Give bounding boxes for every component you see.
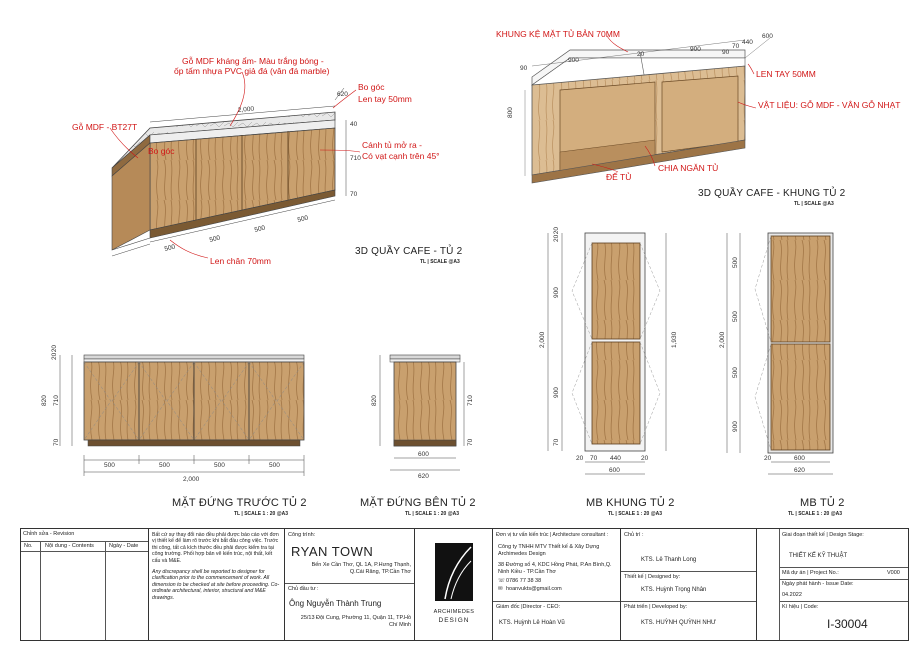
consultant-label: Đơn vị tư vấn kiến trúc | Architecture consultant :: [496, 532, 609, 538]
callout-vat-lieu: VẬT LIỆU: GỖ MDF - VÂN GỖ NHẠT: [758, 100, 901, 110]
owner-address: 25/13 Đội Cung, Phường 11, Quận 11, TP.Hồ Chí Minh: [300, 615, 411, 628]
view-title-mb-frame: MB KHUNG TỦ 2: [586, 497, 675, 509]
dim-text: 500: [732, 311, 739, 322]
director-name: KTS. Huỳnh Lê Hoàn Vũ: [499, 620, 565, 626]
project-panel: [285, 529, 415, 640]
dim-text: 500: [269, 462, 280, 469]
dim-text: 900: [568, 57, 579, 64]
view-title-3d-cabinet: 3D QUẦY CAFE - TỦ 2: [355, 246, 463, 257]
dim-text: 70: [53, 438, 60, 446]
designer-label: Thiết kế | Designed by:: [624, 574, 681, 580]
stage-label: Giai đoạn thiết kế | Design Stage:: [782, 532, 864, 538]
callout-len-tay-frame: LEN TAY 50MM: [756, 69, 816, 79]
project-name: RYAN TOWN: [291, 544, 374, 559]
revision-label: Chỉnh sửa - Revision: [23, 531, 75, 537]
dim-text: 600: [794, 455, 805, 462]
view-title-side: MẶT ĐỨNG BÊN TỦ 2: [360, 497, 476, 509]
callout-canh-tu-1: Cánh tủ mở ra -: [362, 140, 422, 150]
dim-text: 500: [732, 367, 739, 378]
chutri-name: KTS. Lê Thanh Long: [641, 557, 697, 563]
dim-text: 500: [214, 462, 225, 469]
dim-text: 820: [41, 395, 48, 406]
dim-text: 90: [520, 65, 528, 72]
code-label: Kí hiệu | Code:: [782, 604, 819, 610]
dim-text: 20: [641, 455, 649, 462]
revision-col-no: No.: [24, 543, 33, 549]
dim-text: 70: [590, 455, 598, 462]
dim-text: 900: [553, 287, 560, 298]
dim-text: 440: [742, 39, 753, 46]
dim-text: 820: [371, 395, 378, 406]
callout-len-tay: Len tay 50mm: [358, 94, 412, 104]
dim-text: 900: [553, 387, 560, 398]
dim-text: 70: [732, 43, 740, 50]
people-panel: [621, 529, 757, 640]
dim-text: 20: [576, 455, 584, 462]
callout-len-chan: Len chân 70mm: [210, 256, 271, 266]
dim-text: 90: [722, 49, 730, 56]
stage-panel: [757, 529, 908, 640]
dim-text: 500: [208, 234, 222, 244]
callout-canh-tu-2: Có vạt cạnh trên 45°: [362, 151, 440, 161]
plan-cabinet: [727, 233, 833, 474]
chutri-label: Chủ trì :: [624, 532, 644, 538]
dim-text: 500: [104, 462, 115, 469]
title-block: [20, 528, 909, 641]
callout-go-mdf-bt27t: Gỗ MDF - BT27T: [72, 122, 138, 132]
revision-panel: [21, 529, 149, 640]
developer-name: KTS. HUỲNH QUỲNH NHƯ: [641, 620, 717, 626]
callout-bo-goc-left: Bo góc: [148, 146, 175, 156]
dim-text: 1,930: [671, 331, 678, 348]
consultant-phone: 0786 77 38 38: [506, 578, 542, 584]
phone-icon: ☏: [498, 578, 505, 584]
dim-text: 710: [350, 155, 361, 162]
dim-text: 40: [350, 121, 358, 128]
dim-text: 620: [418, 473, 429, 480]
notes-panel: [149, 529, 285, 640]
callout-chia-ngan: CHIA NGĂN TỦ: [658, 163, 719, 173]
dim-text: 500: [296, 214, 310, 224]
consultant-email: hoanvukts@gmail.com: [506, 586, 562, 592]
dim-text: 800: [507, 107, 514, 118]
stage-value: THIẾT KẾ KỸ THUẬT: [789, 553, 848, 559]
callout-bo-goc-right: Bo góc: [358, 82, 385, 92]
developer-label: Phát triển | Developed by:: [624, 604, 688, 610]
project-address: Bến Xe Cần Thơ, QL 1A, P.Hưng Thạnh, Q.Cái Răng, TP.Cần Thơ: [311, 562, 411, 575]
owner-name: Ông Nguyễn Thành Trung: [289, 599, 382, 608]
dim-text: 710: [53, 395, 60, 406]
callout-mdf-top-1: Gỗ MDF kháng ẩm- Màu trắng bóng -: [182, 56, 324, 66]
dim-text: 900: [732, 421, 739, 432]
issue-date-label: Ngày phát hành - Issue Date:: [782, 581, 854, 587]
view-title-3d-frame: 3D QUẦY CAFE - KHUNG TỦ 2: [698, 188, 846, 199]
notes-vi: Bất cứ sự thay đổi nào đều phải được báo cáo với đơn vị thiết kế để làm rõ trước khi bắt đầu công việc. Trước thi công, tất cả kích thước đều phải được kiểm tra tại công trường. Phối hợp bản vẽ kiến trúc, nội thất, kết cấu và M&E.: [152, 532, 279, 564]
designer-name: KTS. Huỳnh Trọng Nhân: [641, 587, 707, 593]
iso-frame-3d: [525, 38, 770, 183]
dim-text: 70: [553, 438, 560, 446]
project-no: V000: [887, 570, 900, 576]
dim-text: 70: [467, 438, 474, 446]
dim-text: 500: [163, 243, 177, 253]
dim-text: 600: [762, 33, 773, 40]
issue-date: 04.2022: [782, 592, 802, 598]
dim-text: 2,000: [539, 331, 546, 348]
dim-text: 2,000: [719, 331, 726, 348]
dim-text: 620: [337, 91, 348, 98]
dim-text: 20 20: [553, 226, 560, 242]
logo-panel: [415, 529, 493, 640]
dim-text: 20: [764, 455, 772, 462]
logo-line2: DESIGN: [438, 617, 470, 624]
view-scale-side: TL | SCALE 1 : 20 @A3: [405, 511, 459, 517]
plan-frame: [548, 233, 666, 474]
dim-text: 440: [610, 455, 621, 462]
iso-cabinet-3d: [112, 88, 346, 256]
callout-mdf-top-2: ốp tấm nhựa PVC giả đá (vân đá marble): [174, 66, 330, 76]
view-title-mb: MB TỦ 2: [800, 497, 845, 509]
consultant-panel: [493, 529, 621, 640]
dim-text: 710: [467, 395, 474, 406]
drawing-code: I-30004: [827, 617, 868, 631]
dim-text: 20 20: [51, 344, 58, 360]
director-label: Giám đốc |Director - CEO:: [496, 604, 561, 610]
dim-text: 500: [732, 257, 739, 268]
logo-line1: ARCHIMEDES: [433, 609, 475, 615]
dim-text: 20: [637, 51, 645, 58]
revision-col-date: Ngày - Date: [109, 543, 139, 549]
dim-text: 600: [418, 451, 429, 458]
dim-text: 70: [350, 191, 358, 198]
consultant-company: Công ty TNHH MTV Thiết kế & Xây Dựng Archimedes Design: [498, 544, 600, 557]
view-scale-mb-frame: TL | SCALE 1 : 20 @A3: [608, 511, 662, 517]
front-elevation: [60, 355, 304, 476]
dim-text: 500: [159, 462, 170, 469]
dim-text: 2,000: [183, 476, 200, 483]
email-icon: ✉: [498, 586, 503, 592]
project-label: Công trình:: [288, 532, 316, 538]
owner-label: Chủ đầu tư :: [288, 586, 319, 592]
view-scale-3d-frame: TL | SCALE @A3: [794, 201, 834, 207]
view-scale-mb: TL | SCALE 1 : 20 @A3: [788, 511, 842, 517]
dim-text: 2,000: [237, 105, 255, 114]
project-no-label: Mã dự án | Project No.:: [782, 570, 839, 576]
dim-text: 600: [609, 467, 620, 474]
dim-text: 500: [253, 224, 267, 234]
callout-khung-ke: KHUNG KỆ MẶT TỦ BẢN 70MM: [496, 29, 620, 39]
revision-col-content: Nội dung - Contents: [45, 543, 94, 549]
dim-text: 620: [794, 467, 805, 474]
consultant-address: 38 Đường số 4, KDC Hồng Phát, P.An Bình,Q. Ninh Kiều - TP.Cần Thơ: [498, 562, 612, 575]
view-scale-front: TL | SCALE 1 : 20 @A3: [234, 511, 288, 517]
view-title-front: MẶT ĐỨNG TRƯỚC TỦ 2: [172, 497, 307, 509]
notes-en: Any discrepancy shell be reported to designer for clarification prior to the commencement of work. All dimension to be checked at site before proceeding. Co-ordinate architectural, interior, structural and M&E drawings.: [152, 569, 280, 601]
view-scale-3d-cabinet: TL | SCALE @A3: [420, 259, 460, 265]
dim-text: 900: [690, 46, 701, 53]
callout-de-tu: ĐẾ TỦ: [606, 172, 632, 182]
